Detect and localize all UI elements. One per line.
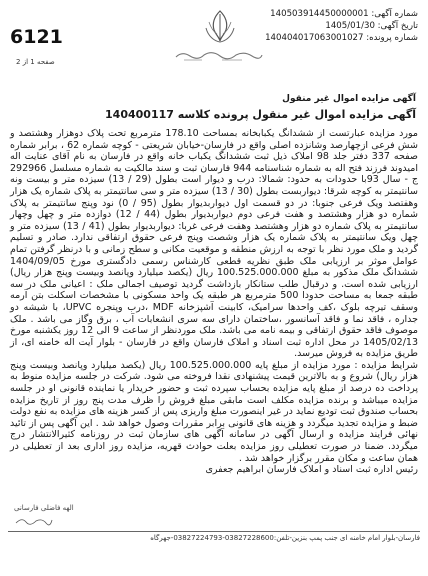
page-indicator: صفحه 1 از 2: [16, 58, 55, 66]
footer-address: فارسان-بلوار امام خامنه ای جنب پمپ بنزین-تلفن:03827228600-03827224793-جهرگاه: [150, 534, 420, 542]
file-number-label: شماره پرونده:: [366, 33, 418, 43]
notice-title: آگهی مزایده اموال غیر منقول پرونده کلاسه 140400117: [105, 108, 416, 121]
notice-number-label: شماره آگهی:: [371, 9, 418, 19]
iran-emblem-icon: [200, 8, 240, 46]
footer-divider: [8, 531, 420, 532]
auction-description: مورد مزایده عبارتست از ششدانگ یکبابخانه بمساحت 178.10 مترمربع تحت پلاک دوهزار وهشتصد و شش فرعی ازچهارصد وشانزده اصلی واقع در فارسان-خیابان شریعتی - کوچه شماره 62 ، برابر شماره صفحه 337 دفتر جلد 98 املاک ذیل ثبت ششدانگ یکباب خانه واقع در فارسان به نام آقای عنایت اله امیدوند فرزند فتح اله به شماره شناسنامه 944 فارسان ثبت و سند مالکیت به شماره مسلسل 292966 ج - سال 93با حدودات به حدود: شمالا: درب و دیوار است بطول (29 / 13) سیزده متر و بیست ونه سانتیمتر به کوچه شرقا: دیواربست بطول (30 / 13) سیزده متر و سی سانتیمتر به پلاک شماره یک هزار وهفتصد ویک فرعی جنوبا: در دو قسمت اول دیواربدیوار بطول (95 / 0) نود وپنج سانتیمتر به پلاک شماره دو هزار وهشتصد و هفت فرعی دوم دیواربدیوار بطول (44 / 12) دوازده متر و چهل وچهار سانتیمتر به پلاک شماره دو هزار وهشتصد وهفت فرعی غربا: دیواربدیوار بطول (41 / 13) سیزده متر و چهل ویک سانتیمتر به پلاک شماره یک هزار وشصت وپنج فرعی حقوق ارتفاقی ندارد. صادر و تسلیم گردید و ملک مورد نظر با توجه به ارزش منطقه و موقعیت مکانی و سطح زمانی و با درنظر گرفتن تمام عوامل موثر بر ارزیابی ملک طبق نظریه قطعی کارشناس رسمی دادگستری مورخ 1404/09/05 ششدانگ ملک مذکور به مبلغ 100.525.000.000 ریال (یکصد میلیارد وپانصد وبیست وپنج هزار ریال) ارزیابی شده است. و درقبال طلب ستانکار بازداشت گردید توصیف اجمالی ملک : اعیانی ملک در سه طبقه جمعا به مساحت حدودا 500 مترمربع هر طبقه یک واحد مسکونی با مشخصات اسکلت بتن آرمه وسقف تیرچه بلوک ،کف واحدها سرامیک، کابینت آشپزخانه MDF ،درب وپنجره UPVC، با شیشه دو جداره ، فاقد نما و فاقد آسانسور ،ساختمان دارای سه سری انشعابات آب ، برق وگاز می باشد . ملک موصوف فاقد حقوق ارتفاقی و بیمه نامه می باشد. ملک موردنظر از ساعت 9 الی 12 روز یکشنبه مورخ 1405/02/13 در محل اداره ثبت اسناد و املاک فارسان واقع در فارسان - بلوار آیت اله خامنه ای، از طریق مزایده به فروش میرسد.: [10, 128, 419, 360]
notice-heading: آگهی مزایده اموال غیر منقول: [282, 94, 416, 104]
signature-icon: [14, 516, 54, 526]
notice-date: 1405/01/30: [325, 21, 375, 31]
notice-date-row: [268, 20, 418, 32]
file-number: 140404017063001027: [265, 33, 364, 43]
signature-line: رئیس اداره ثبت اسناد و املاک فارسان ابراهیم جعفری: [205, 464, 418, 476]
notice-metadata: [265, 8, 418, 44]
notice-number-row: [268, 8, 418, 20]
reference-number: 6121: [10, 26, 63, 48]
notice-date-label: تاریخ آگهی:: [377, 21, 418, 31]
judiciary-logotype: [172, 47, 266, 63]
notice-number: 140503914450000001: [270, 9, 369, 19]
file-number-row: [265, 32, 418, 44]
signature-stamp: الهه فاضلی فارسانی: [14, 504, 74, 512]
notice-body: [10, 128, 418, 476]
auction-conditions: شرایط مزایده : مورد مزایده از مبلغ پایه 100.525.000.000 ریال (یکصد میلیارد وپانصد وبیست وپنج هزار ریال) شروع و به بالاترین قیمت پیشنهادی نقدا فروخته می شود. شرکت در جلسه مزایده منوط به پرداخت ده درصد از مبلغ پایه مزایده بحساب سپرده ثبت و حضور خریدار یا نماینده قانونی او در جلسه مزایده میباشد و برنده مزایده مکلف است مابقی مبلغ فروش را ظرف مدت پنج روز از تاریخ مزایده بحساب صندوق ثبت تودیع نماید در غیر اینصورت مبلغ واریزی پس از کسر هزینه های مزایده به نفع دولت ضبط و مزایده تجدید میگردد و هزینه های قانونی برابر مقررات وصول خواهد شد . این آگهی پس از تائید نهائی فرایند مزایده و ارسال آگهی در سامانه آگهی های سازمان ثبت در روزنامه کثیرالانتشار درج میگردد. ضمنا در صورت تعطیلی روز مزایده بعلت حوادث قهریه، مزایده روز اداری بعد از تعطیلی در همان ساعت و مکان مقرر برگزار خواهد شد .: [10, 359, 418, 464]
